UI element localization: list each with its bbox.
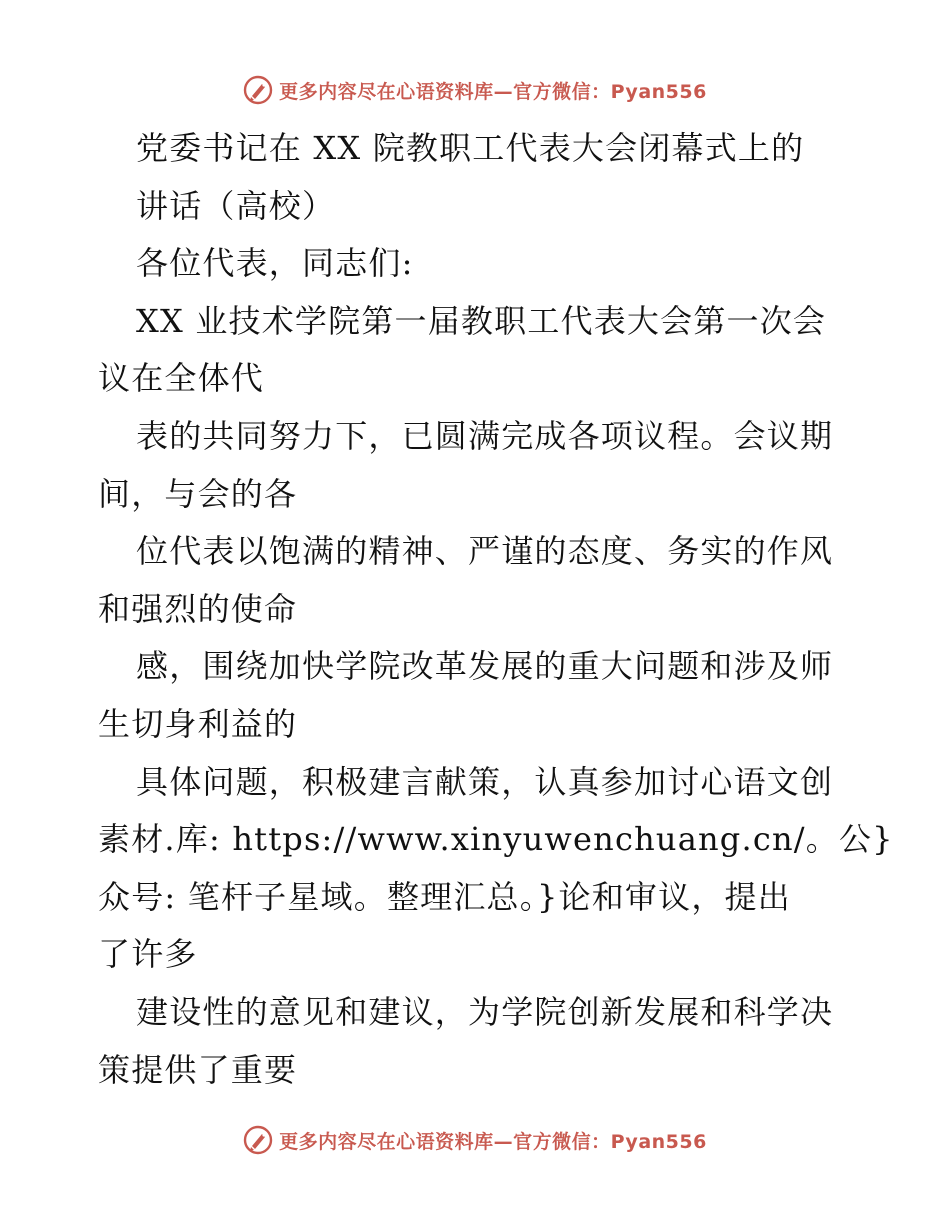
text-line: 党委书记在 XX 院教职工代表大会闭幕式上的 xyxy=(136,129,805,167)
header-banner xyxy=(0,70,950,110)
text-line: XX 业技术学院第一届教职工代表大会第一次会 xyxy=(136,301,827,340)
text-line: 建设性的意见和建议，为学院创新发展和科学决 xyxy=(136,992,834,1031)
text-line: 生切身利益的 xyxy=(98,704,298,743)
text-line: 间，与会的各 xyxy=(98,474,298,513)
footer-banner-text: 更多内容尽在心语资料库—官方微信：Pyan556 xyxy=(279,1130,707,1153)
text-line: 了许多 xyxy=(98,935,198,974)
text-line: 位代表以饱满的精神、严谨的态度、务实的作风 xyxy=(136,532,834,571)
text-line: 各位代表，同志们: xyxy=(136,244,414,283)
fountain-pen-logo-icon xyxy=(243,75,273,105)
text-line: 表的共同努力下，已圆满完成各项议程。会议期 xyxy=(136,416,834,455)
footer-banner xyxy=(0,1120,950,1160)
text-line: 议在全体代 xyxy=(98,359,265,398)
text-line: 众号: 笔杆子星域。整理汇总。}论和审议，提出 xyxy=(98,877,791,916)
text-line: 讲话（高校） xyxy=(136,186,336,225)
text-line: 和强烈的使命 xyxy=(98,589,298,628)
document-body xyxy=(98,120,894,1099)
header-banner-text: 更多内容尽在心语资料库—官方微信：Pyan556 xyxy=(279,80,707,103)
text-line: 策提供了重要 xyxy=(98,1050,298,1089)
fountain-pen-logo-icon xyxy=(243,1125,273,1155)
text-line: 素材.库: https://www.xinyuwenchuang.cn/。公} xyxy=(98,820,894,859)
text-line: 感，围绕加快学院改革发展的重大问题和涉及师 xyxy=(136,647,834,686)
text-line: 具体问题，积极建言献策，认真参加讨心语文创 xyxy=(136,762,834,801)
